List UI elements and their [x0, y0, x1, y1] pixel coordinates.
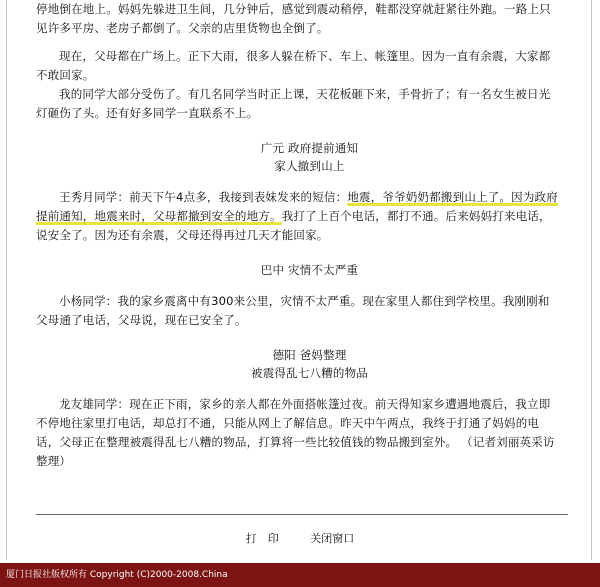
section-deyang-subtitle: 被震得乱七八糟的物品	[251, 366, 368, 380]
paragraph-bazhong: 小杨同学：我的家乡震离中有300来公里，灾情不太严重。现在家里人都住到学校里。我刚刚和父母通了电话，父母说，现在已安全了。	[36, 294, 550, 327]
close-window-link[interactable]: 关闭窗口	[310, 532, 355, 545]
copyright-text: 厦门日报社版权所有 Copyright (C)2000-2008.China	[6, 570, 228, 580]
print-link[interactable]: 打 印	[245, 532, 279, 545]
guangyuan-text-after: 我打了上百个电话，都打不通。后来妈妈打来电话，说安全了。因为还有余震，父母还得再过几天才能回家。	[36, 209, 551, 242]
section-bazhong-title: 巴中 灾情不太严重	[260, 263, 359, 277]
section-deyang-title: 德阳 爸妈整理	[272, 348, 347, 362]
article-body	[36, 0, 560, 471]
divider	[36, 514, 568, 515]
action-links	[0, 530, 600, 546]
paragraph-intro: 停地倒在地上。妈妈先躲进卫生间，几分钟后，感觉到震动稍停，鞋都没穿就赶紧往外跑。一路上只见许多平房、老房子都倒了。父亲的店里货物也全倒了。	[36, 2, 551, 35]
section-guangyuan-subtitle: 家人撤到山上	[274, 159, 345, 173]
section-guangyuan-title: 广元 政府提前通知	[260, 141, 359, 155]
highlighted-text: 地震，爷爷奶奶都搬到山上了。因为政府提前通知，地震来时，父母都撤到安全的地方。	[36, 190, 558, 223]
paragraph-guangyuan	[36, 188, 560, 245]
paragraph-deyang: 龙友雄同学：现在正下雨，家乡的亲人都在外面搭帐篷过夜。前天得知家乡遭遇地震后，我立即不停地往家里打电话，却总打不通，只能从网上了解信息。昨天中午两点，我终于打通了妈妈的电话，父母正在整理被震得乱七八糟的物品，打算将一些比较值钱的物品搬到室外。 （记者刘丽英采访整理）	[36, 397, 555, 468]
paragraph-classmates: 我的同学大部分受伤了。有几名同学当时正上课，天花板砸下来，手骨折了；有一名女生被日光灯砸伤了头。还有好多同学一直联系不上。	[36, 87, 551, 120]
guangyuan-text-before: 王秀月同学：前天下午4点多，我接到表妹发来的短信：	[59, 190, 348, 204]
paragraph-current-status: 现在，父母都在广场上。正下大雨，很多人躲在桥下、车上、帐篷里。因为一直有余震，大家都不敢回家。	[36, 49, 551, 82]
footer-bar	[0, 563, 600, 587]
